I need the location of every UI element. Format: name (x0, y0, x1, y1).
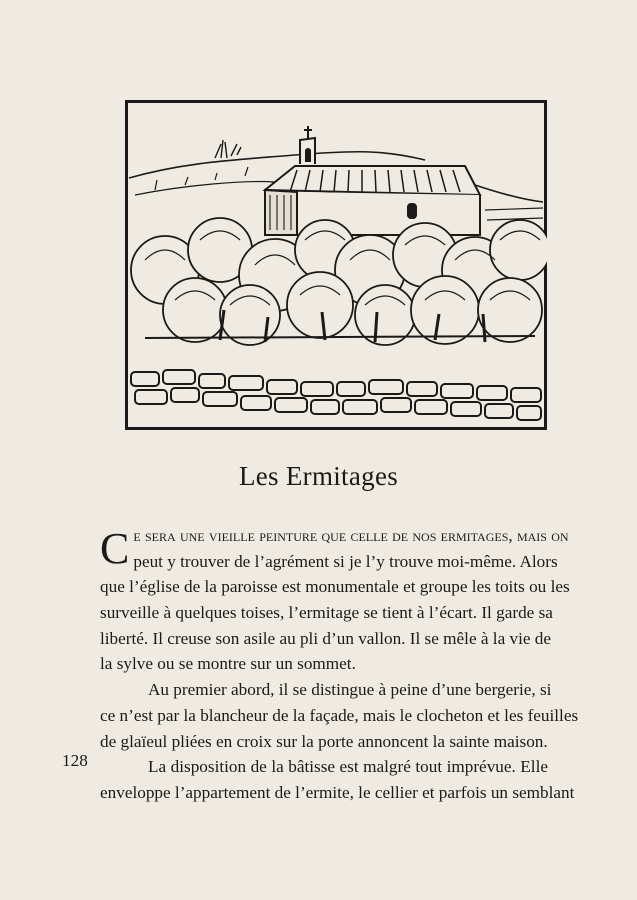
first-line-text: e sera une vieille peinture que celle de nos ermitages, mais on (133, 526, 569, 545)
text-line-10: La disposition de la bâtisse est malgré tout imprévue. Elle (148, 757, 548, 777)
page-number: 128 (62, 751, 88, 770)
woodcut-chapel-landscape-icon (125, 100, 547, 430)
chapter-title: Les Ermitages (238, 461, 399, 491)
text-line-6: la sylve ou se montre sur un sommet. (100, 654, 356, 674)
body-text (100, 523, 579, 806)
text-line-4: surveille à quelques toises, l’ermitage se tient à l’écart. Il garde sa (100, 603, 553, 623)
text-line-8: ce n’est par la blancheur de la façade, mais le clocheton et les feuilles (100, 705, 579, 725)
text-line-5: liberté. Il creuse son asile au pli d’un vallon. Il se mêle à la vie de (100, 628, 552, 648)
text-line-9: de glaïeul pliées en croix sur la porte annoncent la sainte maison. (100, 731, 548, 751)
text-line-3: que l’église de la paroisse est monumentale et groupe les toits ou les (100, 577, 570, 597)
text-line-2: peut y trouver de l’agrément si je l’y trouve moi-même. Alors (133, 551, 558, 571)
text-line-7: Au premier abord, il se distingue à peine d’une bergerie, si (148, 680, 552, 700)
drop-cap: C (100, 524, 130, 573)
text-line-11: enveloppe l’appartement de l’ermite, le cellier et parfois un semblant (100, 782, 575, 802)
